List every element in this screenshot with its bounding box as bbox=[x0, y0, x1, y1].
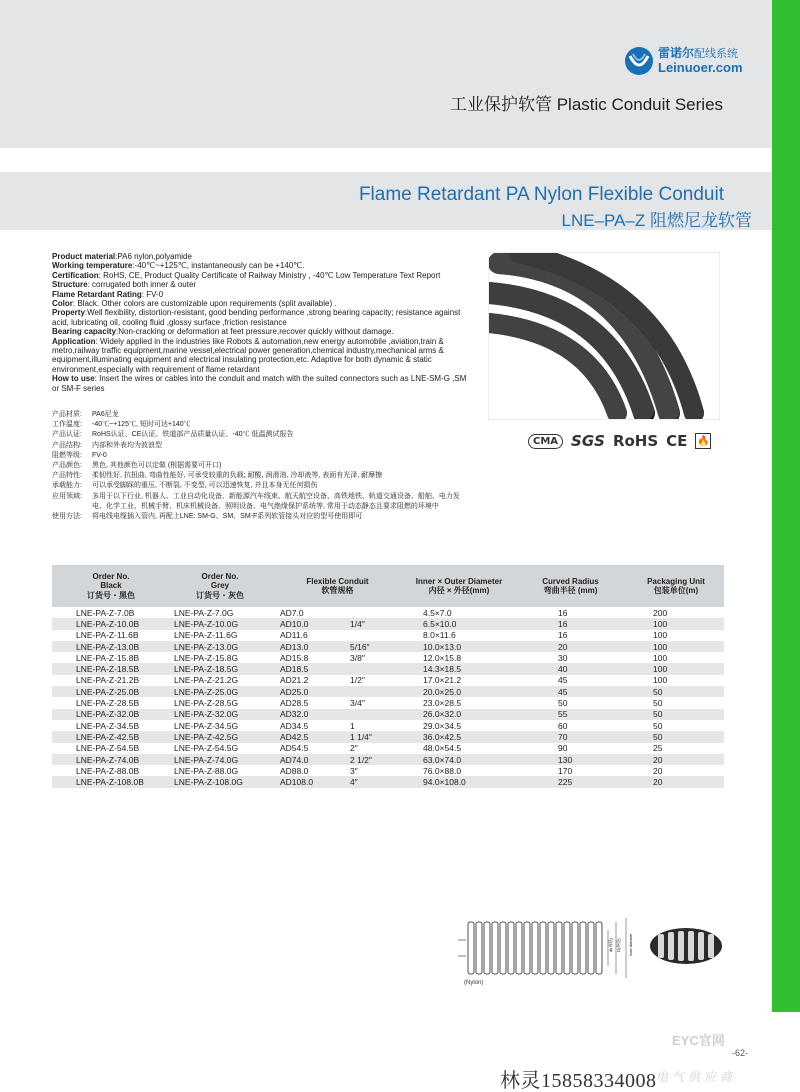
table-row bbox=[52, 731, 724, 742]
curved-radius-cell: 130 bbox=[558, 754, 573, 765]
spec-en-label: Color bbox=[52, 299, 73, 309]
order-black-cell: LNE-PA-Z-25.0B bbox=[76, 686, 140, 697]
conduit-inch-cell: 3/4″ bbox=[350, 698, 365, 709]
conduit-size-cell: AD18.5 bbox=[280, 664, 309, 675]
table-row bbox=[52, 630, 724, 641]
table-row bbox=[52, 607, 724, 618]
conduit-inch-cell: 4″ bbox=[350, 777, 358, 788]
conduit-size-cell: AD108.0 bbox=[280, 777, 314, 788]
conduit-size-cell: AD21.2 bbox=[280, 675, 309, 686]
curved-radius-cell: 225 bbox=[558, 777, 573, 788]
flame-icon: 🔥 bbox=[695, 433, 711, 449]
conduit-size-cell: AD13.0 bbox=[280, 641, 309, 652]
conduit-inch-cell: 1 1/4″ bbox=[350, 731, 372, 742]
order-black-cell: LNE-PA-Z-18.5B bbox=[76, 664, 140, 675]
conduit-inch-cell: 3″ bbox=[350, 765, 358, 776]
spec-en-line bbox=[52, 327, 472, 336]
spec-en-label: Bearing capacity bbox=[52, 327, 117, 337]
spec-cn-block bbox=[52, 410, 472, 522]
order-black-cell: LNE-PA-Z-7.0B bbox=[76, 607, 135, 618]
order-grey-cell: LNE-PA-Z-21.2G bbox=[174, 675, 239, 686]
spec-cn-row bbox=[52, 512, 472, 522]
packaging-unit-cell: 50 bbox=[653, 720, 663, 731]
diameter-cell: 17.0×21.2 bbox=[423, 675, 462, 686]
spec-cn-row bbox=[52, 441, 472, 451]
order-grey-cell: LNE-PA-Z-10.0G bbox=[174, 618, 239, 629]
rohs-logo: RoHS bbox=[612, 432, 659, 450]
spec-cn-key: 使用方法: bbox=[52, 513, 82, 521]
logo-cn-sub: 配线系统 bbox=[694, 48, 739, 61]
conduit-cross-section bbox=[648, 926, 724, 966]
spec-cn-key: 产品特性: bbox=[52, 472, 82, 480]
order-black-cell: LNE-PA-Z-42.5B bbox=[76, 731, 140, 742]
order-grey-cell: LNE-PA-Z-34.5G bbox=[174, 720, 239, 731]
curved-radius-cell: 20 bbox=[558, 641, 568, 652]
spec-en-text: : FV-0 bbox=[141, 289, 164, 299]
curved-radius-cell: 16 bbox=[558, 630, 568, 641]
spec-en-label: Working temperature bbox=[52, 261, 133, 271]
diameter-cell: 8.0×11.6 bbox=[423, 630, 456, 641]
order-grey-cell: LNE-PA-Z-28.5G bbox=[174, 698, 239, 709]
diameter-cell: 12.0×15.8 bbox=[423, 652, 462, 663]
order-grey-cell: LNE-PA-Z-15.8G bbox=[174, 652, 239, 663]
order-grey-cell: LNE-PA-Z-18.5G bbox=[174, 664, 239, 675]
side-accent-bar bbox=[772, 0, 800, 1012]
spec-cn-key: 产品材质: bbox=[52, 411, 82, 418]
diameter-cell: 63.0×74.0 bbox=[423, 754, 462, 765]
packaging-unit-cell: 50 bbox=[653, 686, 663, 697]
conduit-size-cell: AD54.5 bbox=[280, 743, 309, 754]
spec-cn-key: 工作温度: bbox=[52, 421, 82, 429]
header-line: Order No. bbox=[92, 571, 130, 581]
diameter-cell: 23.0×28.5 bbox=[423, 698, 462, 709]
order-black-cell: LNE-PA-Z-28.5B bbox=[76, 698, 140, 709]
packaging-unit-cell: 50 bbox=[653, 731, 663, 742]
spec-en-line bbox=[52, 290, 472, 299]
packaging-unit-cell: 50 bbox=[653, 698, 663, 709]
table-row bbox=[52, 697, 724, 708]
spec-en-label: How to use bbox=[52, 374, 95, 384]
conduit-inch-cell: 1/4″ bbox=[350, 618, 365, 629]
packaging-unit-cell: 20 bbox=[653, 765, 663, 776]
curved-radius-cell: 45 bbox=[558, 686, 568, 697]
header-black bbox=[52, 572, 170, 601]
spec-en-line bbox=[52, 271, 472, 280]
header-line: 包装单位(m) bbox=[653, 586, 699, 595]
spec-cn-key: 产品结构: bbox=[52, 441, 82, 449]
curved-radius-cell: 16 bbox=[558, 618, 568, 629]
product-title-en: Flame Retardant PA Nylon Flexible Conduit bbox=[358, 184, 724, 205]
packaging-unit-cell: 20 bbox=[653, 777, 663, 788]
table-row bbox=[52, 743, 724, 754]
spec-en-text: : Black. Other colors are customizable upon requirements (split available) . bbox=[72, 299, 337, 309]
order-black-cell: LNE-PA-Z-54.5B bbox=[76, 743, 140, 754]
packaging-unit-cell: 25 bbox=[653, 743, 663, 754]
diagram-inner-label: Inner diameter bbox=[629, 933, 633, 956]
contact-info: 林灵15858334008 bbox=[500, 1070, 657, 1092]
packaging-unit-cell: 200 bbox=[653, 607, 668, 618]
spec-cn-value: 多用于以下行业, 机器人、工业自动化设备、新能源汽车线束、航天航空设备、高铁地铁、轨道交通设备、船舶、电力发电、化学工业、机械手臂、机床机械设备、照明设备、电气绝缘保护系统等, 常用于动态静态且要求阻燃的环境中 bbox=[92, 492, 460, 510]
brand-logo bbox=[624, 46, 743, 76]
product-title-code: LNE–PA–Z 阻燃尼龙软管 bbox=[561, 211, 752, 230]
conduit-size-cell: AD15.8 bbox=[280, 652, 309, 663]
header-line: Black bbox=[100, 581, 122, 591]
diameter-cell: 10.0×13.0 bbox=[423, 641, 462, 652]
table-row bbox=[52, 641, 724, 652]
header-packaging bbox=[628, 577, 724, 596]
order-grey-cell: LNE-PA-Z-25.0G bbox=[174, 686, 239, 697]
spec-cn-value: -40℃~+125℃, 短时可达+140℃ bbox=[92, 421, 191, 429]
watermark-logo: EYC官网 bbox=[672, 1033, 725, 1048]
header-line: 订货号・黑色 bbox=[87, 590, 135, 600]
spec-cn-value: 内部和外表均为波浪型 bbox=[92, 441, 162, 449]
sgs-logo: SGS bbox=[571, 432, 605, 450]
spec-table bbox=[52, 565, 724, 788]
packaging-unit-cell: 100 bbox=[653, 675, 668, 686]
spec-cn-row bbox=[52, 430, 472, 440]
table-header bbox=[52, 565, 724, 607]
conduit-inch-cell: 2″ bbox=[350, 743, 358, 754]
header-line: 软管规格 bbox=[321, 586, 354, 595]
table-row bbox=[52, 709, 724, 720]
spec-cn-row bbox=[52, 451, 472, 461]
spec-cn-row bbox=[52, 481, 472, 491]
cma-logo: CMA bbox=[528, 434, 563, 449]
spec-en-text: : Widely applied in the industries like Robots & automation,new energy automobile ,aviation,train & metro,railway traffic equipment,marine vessel,electrical power generation,chemical industry,mechanical arms & equipment,illuminating equipment and electrical insulating protection,etc. Adaptive for both dynamic & static environment,especially with requirement of flame retardant bbox=[52, 336, 444, 374]
header-line: 弯曲半径 (mm) bbox=[543, 586, 598, 595]
spec-cn-row bbox=[52, 471, 472, 481]
spec-cn-key: 阻燃等级: bbox=[52, 451, 82, 459]
spec-cn-key: 应用领域: bbox=[52, 492, 82, 500]
spec-cn-row bbox=[52, 410, 472, 420]
diagram-nylon-label: (Nylon) bbox=[464, 980, 484, 986]
diameter-cell: 94.0×108.0 bbox=[423, 777, 466, 788]
conduit-size-cell: AD74.0 bbox=[280, 754, 309, 765]
table-row bbox=[52, 686, 724, 697]
curved-radius-cell: 40 bbox=[558, 664, 568, 675]
spec-en-text: : Insert the wires or cables into the conduit and match with the suited connectors such as LNE-SM-G ,SM or SM-F series bbox=[52, 374, 467, 393]
conduit-photo-illustration bbox=[489, 253, 720, 420]
packaging-unit-cell: 20 bbox=[653, 754, 663, 765]
diameter-cell: 4.5×7.0 bbox=[423, 607, 452, 618]
order-black-cell: LNE-PA-Z-15.8B bbox=[76, 652, 140, 663]
table-row bbox=[52, 663, 724, 674]
header-line: 内径 × 外径(mm) bbox=[428, 586, 490, 595]
spec-en-label: Application bbox=[52, 336, 96, 346]
diagram-do-label: D(外径) bbox=[616, 938, 621, 952]
order-black-cell: LNE-PA-Z-10.0B bbox=[76, 618, 140, 629]
order-black-cell: LNE-PA-Z-34.5B bbox=[76, 720, 140, 731]
diameter-cell: 14.3×18.5 bbox=[423, 664, 462, 675]
spec-en-line bbox=[52, 252, 472, 261]
order-black-cell: LNE-PA-Z-13.0B bbox=[76, 641, 140, 652]
spec-cn-key: 产品颜色: bbox=[52, 462, 82, 470]
conduit-size-cell: AD88.0 bbox=[280, 765, 309, 776]
spec-en-line bbox=[52, 337, 472, 375]
order-black-cell: LNE-PA-Z-32.0B bbox=[76, 709, 140, 720]
certification-logos bbox=[528, 432, 711, 450]
spec-en-line bbox=[52, 308, 472, 327]
spec-cn-row bbox=[52, 420, 472, 430]
diameter-cell: 6.5×10.0 bbox=[423, 618, 457, 629]
order-grey-cell: LNE-PA-Z-13.0G bbox=[174, 641, 239, 652]
page-number: -62- bbox=[732, 1048, 749, 1058]
spec-en-block bbox=[52, 252, 472, 393]
spec-en-text: :Well flexibility, distortion-resistant, good bending performance ,strong bearing capacity; resistance against acid, lubricating oil, cooling fluid ,glossy surface ,friction resistance bbox=[52, 308, 461, 327]
table-row bbox=[52, 720, 724, 731]
conduit-size-cell: AD42.5 bbox=[280, 731, 309, 742]
conduit-size-cell: AD10.0 bbox=[280, 618, 309, 629]
diameter-cell: 36.0×42.5 bbox=[423, 731, 462, 742]
conduit-inch-cell: 5/16″ bbox=[350, 641, 370, 652]
spec-en-line bbox=[52, 374, 472, 393]
conduit-inch-cell: 2 1/2″ bbox=[350, 754, 372, 765]
spec-en-text: :Non-cracking or deformation at feet pressure,recover quickly without damage. bbox=[116, 327, 394, 337]
table-row bbox=[52, 754, 724, 765]
spec-cn-value: PA6尼龙 bbox=[92, 411, 119, 418]
spec-cn-value: 可以承受脚踩的重压, 不断裂, 不变型, 可以迅速恢复, 并且本身无任何损伤 bbox=[92, 482, 318, 490]
header-line: Grey bbox=[210, 581, 230, 591]
conduit-size-cell: AD25.0 bbox=[280, 686, 309, 697]
spec-cn-row bbox=[52, 461, 472, 471]
table-row bbox=[52, 765, 724, 776]
spec-cn-key: 产品认证: bbox=[52, 431, 82, 439]
order-black-cell: LNE-PA-Z-108.0B bbox=[76, 777, 144, 788]
table-row bbox=[52, 675, 724, 686]
conduit-inch-cell: 3/8″ bbox=[350, 652, 365, 663]
order-grey-cell: LNE-PA-Z-108.0G bbox=[174, 777, 243, 788]
diameter-cell: 48.0×54.5 bbox=[423, 743, 462, 754]
curved-radius-cell: 170 bbox=[558, 765, 573, 776]
curved-radius-cell: 55 bbox=[558, 709, 568, 720]
order-black-cell: LNE-PA-Z-88.0B bbox=[76, 765, 140, 776]
header-diameter bbox=[405, 577, 513, 596]
table-row bbox=[52, 618, 724, 629]
header-conduit bbox=[270, 577, 405, 596]
order-grey-cell: LNE-PA-Z-11.6G bbox=[174, 630, 238, 641]
spec-cn-value: 将电线电缆插入管内, 再配上LNE: SM-G、SM、SM-F系列软管接头对应的型号使用即可 bbox=[92, 513, 363, 521]
spec-en-line bbox=[52, 299, 472, 308]
product-photo bbox=[488, 252, 720, 420]
header-line: Curved Radius bbox=[542, 576, 599, 586]
packaging-unit-cell: 100 bbox=[653, 618, 668, 629]
spec-en-label: Structure bbox=[52, 280, 88, 290]
packaging-unit-cell: 100 bbox=[653, 641, 668, 652]
curved-radius-cell: 16 bbox=[558, 607, 568, 618]
spec-en-label: Certification bbox=[52, 270, 99, 280]
header-line: Packaging Unit bbox=[647, 576, 705, 586]
spec-en-text: :-40℃~+125℃, instantaneously can be +140℃. bbox=[132, 261, 305, 271]
conduit-size-cell: AD7.0 bbox=[280, 607, 304, 618]
diameter-cell: 26.0×32.0 bbox=[423, 709, 462, 720]
conduit-size-cell: AD34.5 bbox=[280, 720, 309, 731]
header-line: Flexible Conduit bbox=[306, 576, 369, 586]
order-grey-cell: LNE-PA-Z-54.5G bbox=[174, 743, 239, 754]
conduit-size-cell: AD32.0 bbox=[280, 709, 309, 720]
packaging-unit-cell: 100 bbox=[653, 652, 668, 663]
watermark-cn: 电气供应商 bbox=[656, 1070, 737, 1084]
packaging-unit-cell: 100 bbox=[653, 630, 668, 641]
spec-en-label: Flame Retardant Rating bbox=[52, 289, 142, 299]
packaging-unit-cell: 50 bbox=[653, 709, 663, 720]
conduit-size-cell: AD28.5 bbox=[280, 698, 309, 709]
spec-cn-row bbox=[52, 492, 472, 512]
diagram-di-label: di(内径) bbox=[608, 938, 613, 952]
curved-radius-cell: 50 bbox=[558, 698, 568, 709]
header-line: Inner × Outer Diameter bbox=[415, 576, 503, 586]
spec-en-text: : RoHS, CE, Product Quality Certificate of Railway Ministry , -40℃ Low Temperature Text Report bbox=[98, 270, 441, 280]
logo-cn: 雷诺尔 bbox=[658, 46, 695, 61]
table-body bbox=[52, 607, 724, 788]
spec-en-text: :PA6 nylon,polyamide bbox=[115, 252, 192, 261]
logo-en: Leinuoer.com bbox=[658, 59, 743, 75]
spec-en-text: : corrugated both inner & outer bbox=[87, 280, 197, 290]
order-black-cell: LNE-PA-Z-11.6B bbox=[76, 630, 139, 641]
packaging-unit-cell: 100 bbox=[653, 664, 668, 675]
header-radius bbox=[513, 577, 628, 596]
conduit-inch-cell: 1/2″ bbox=[350, 675, 365, 686]
spec-en-label: Product material bbox=[52, 252, 116, 261]
header-line: 订货号・灰色 bbox=[196, 590, 244, 600]
diameter-cell: 29.0×34.5 bbox=[423, 720, 462, 731]
brand-logo-icon bbox=[624, 46, 654, 76]
order-grey-cell: LNE-PA-Z-7.0G bbox=[174, 607, 234, 618]
conduit-size-cell: AD11.6 bbox=[280, 630, 308, 641]
ce-logo: CE bbox=[666, 432, 688, 450]
series-title: 工业保护软管 Plastic Conduit Series bbox=[450, 95, 724, 114]
curved-radius-cell: 90 bbox=[558, 743, 568, 754]
order-grey-cell: LNE-PA-Z-74.0G bbox=[174, 754, 239, 765]
order-black-cell: LNE-PA-Z-21.2B bbox=[76, 675, 140, 686]
curved-radius-cell: 45 bbox=[558, 675, 568, 686]
header-line: Order No. bbox=[201, 571, 239, 581]
spec-cn-key: 承载能力: bbox=[52, 482, 82, 490]
spec-cn-value: 柔韧性好, 抗扭曲, 弯曲性能好, 可承受较重的负载; 耐酸, 润滑油, 冷却液等, 表面有光泽, 耐摩擦 bbox=[92, 472, 383, 480]
spec-cn-value: 黑色, 其他颜色可以定做 (根据需要可开口) bbox=[92, 462, 222, 470]
order-grey-cell: LNE-PA-Z-42.5G bbox=[174, 731, 239, 742]
diameter-cell: 76.0×88.0 bbox=[423, 765, 462, 776]
spec-en-label: Property bbox=[52, 308, 85, 318]
order-black-cell: LNE-PA-Z-74.0B bbox=[76, 754, 140, 765]
table-row bbox=[52, 776, 724, 787]
spec-cn-value: FV-0 bbox=[92, 451, 107, 459]
order-grey-cell: LNE-PA-Z-88.0G bbox=[174, 765, 239, 776]
curved-radius-cell: 30 bbox=[558, 652, 568, 663]
curved-radius-cell: 60 bbox=[558, 720, 568, 731]
table-row bbox=[52, 652, 724, 663]
order-grey-cell: LNE-PA-Z-32.0G bbox=[174, 709, 239, 720]
spec-en-line bbox=[52, 280, 472, 289]
diameter-cell: 20.0×25.0 bbox=[423, 686, 462, 697]
conduit-inch-cell: 1 bbox=[350, 720, 355, 731]
header-grey bbox=[170, 572, 270, 601]
spec-en-line bbox=[52, 261, 472, 270]
spec-cn-value: RoHS认证、CE认证、铁道部产品质量认证、-40℃ 低温测试报告 bbox=[92, 431, 294, 439]
curved-radius-cell: 70 bbox=[558, 731, 568, 742]
